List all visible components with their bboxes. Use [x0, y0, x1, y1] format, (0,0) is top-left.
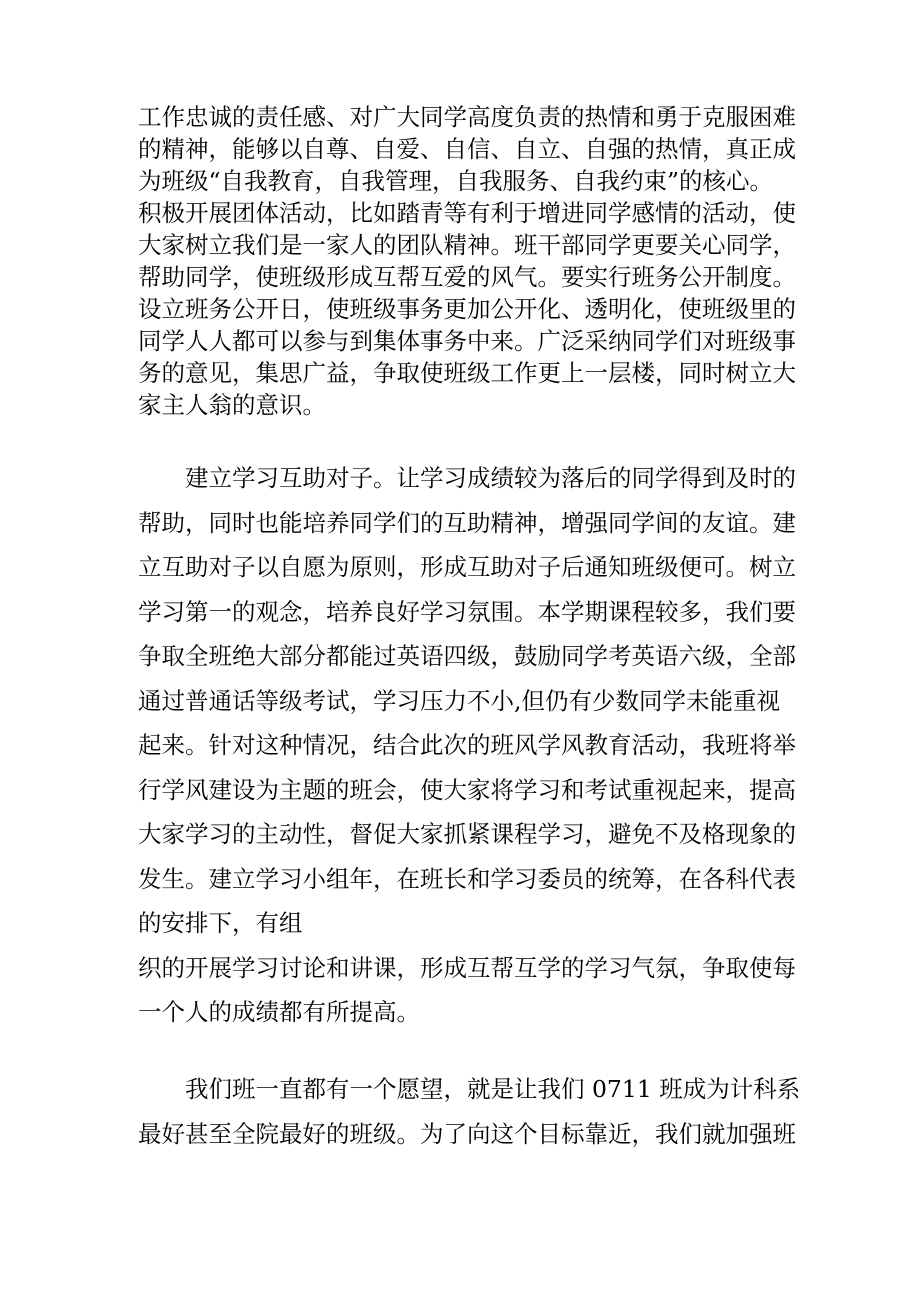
text-line: 设立班务公开日，使班级事务更加公开化、透明化，使班级里的	[138, 295, 796, 323]
text-line: 争取全班绝大部分都能过英语四级，鼓励同学考英语六级，全部	[138, 642, 796, 670]
text-line: 最好甚至全院最好的班级。为了向这个目标靠近，我们就加强班	[138, 1119, 796, 1148]
text-line: 帮助，同时也能培养同学们的互助精神，增强同学间的友谊。建	[138, 508, 796, 537]
text-line: 织的开展学习讨论和讲课，形成互帮互学的学习气氛，争取使每	[138, 953, 796, 982]
text-line: 工作忠诚的责任感、对广大同学高度负责的热情和勇于克服困难	[138, 103, 796, 131]
text-line: 立互助对子以自愿为原则，形成互助对子后通知班级便可。树立	[138, 553, 796, 581]
text-line: 务的意见，集思广益，争取使班级工作更上一层楼，同时树立大	[138, 359, 796, 387]
text-line: 一个人的成绩都有所提高。	[138, 998, 420, 1026]
text-line: 同学人人都可以参与到集体事务中来。广泛采纳同学们对班级事	[138, 327, 796, 355]
paragraph-2	[138, 456, 796, 1035]
text-line: 建立学习互助对子。让学习成绩较为落后的同学得到及时的	[138, 464, 796, 492]
text-line: 我们班一直都有一个愿望，就是让我们 0711 班成为计科系	[138, 1075, 801, 1103]
paragraph-1	[138, 101, 796, 421]
text-line: 通过普通话等级考试，学习压力不小,但仍有少数同学未能重视	[138, 686, 780, 715]
text-line: 的安排下，有组	[138, 909, 303, 937]
text-line: 行学风建设为主题的班会，使大家将学习和考试重视起来，提高	[138, 775, 796, 804]
text-line: 学习第一的观念，培养良好学习氛围。本学期课程较多，我们要	[138, 597, 796, 626]
text-line: 帮助同学，使班级形成互帮互爱的风气。要实行班务公开制度。	[138, 263, 796, 291]
text-line: 家主人翁的意识。	[138, 391, 326, 419]
text-line: 大家学习的主动性，督促大家抓紧课程学习，避免不及格现象的	[138, 820, 796, 848]
text-line: 大家树立我们是一家人的团队精神。班干部同学更要关心同学，	[138, 231, 796, 259]
text-line: 为班级“自我教育，自我管理，自我服务、自我约束”的核心。	[138, 167, 774, 195]
text-line: 起来。针对这种情况，结合此次的班风学风教育活动，我班将举	[138, 731, 796, 759]
paragraph-3	[138, 1067, 801, 1156]
text-line: 积极开展团体活动，比如踏青等有利于增进同学感情的活动，使	[138, 199, 796, 227]
text-line: 发生。建立学习小组年，在班长和学习委员的统筹，在各科代表	[138, 864, 796, 893]
text-line: 的精神，能够以自尊、自爱、自信、自立、自强的热情，真正成	[138, 135, 796, 163]
